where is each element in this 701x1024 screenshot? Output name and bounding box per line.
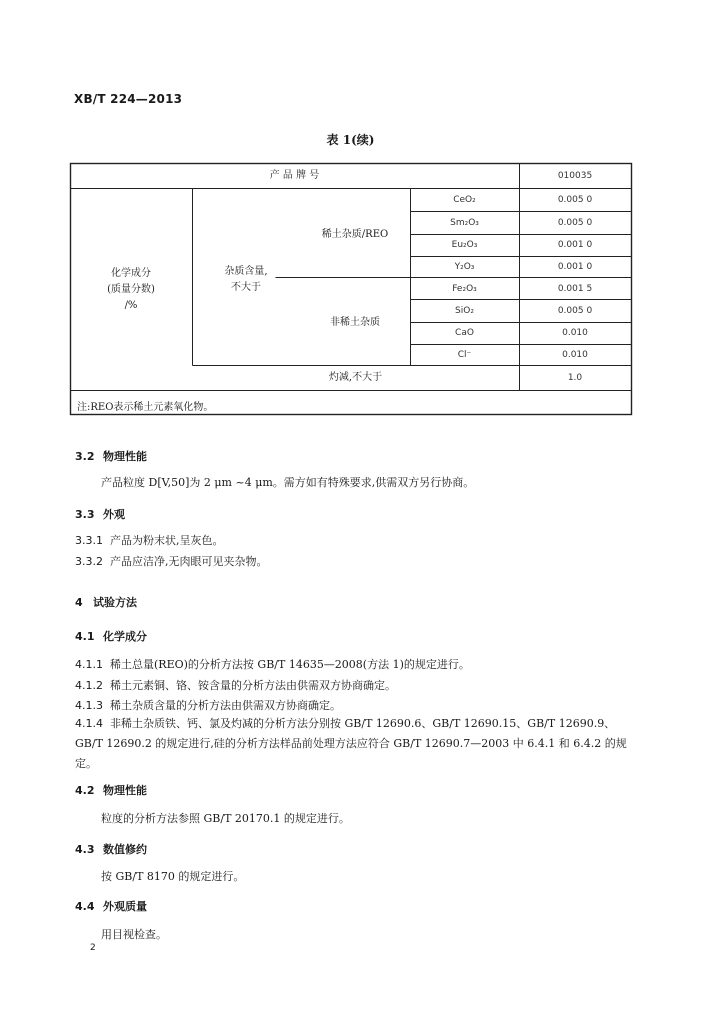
paragraph: 粒度的分析方法参照 GB/T 20170.1 的规定进行。 [101,812,350,825]
clause-text: 非稀土杂质铁、钙、氯及灼减的分析方法分别按 GB/T 12690.6、GB/T 12690.15、GB/T 12690.9、GB/T 12690.2 的规定进行,硅的分析方法样品前处理方法应符合 GB/T 12690.7—2003 中 6.4.1 和 6.4.2 的规定。 [75,717,627,770]
clause-number: 3.3.2 [75,555,103,568]
non-rare-earth-item-name: Fe₂O₃ [452,284,477,294]
non-rare-earth-item-name: Cl⁻ [457,350,472,360]
non-rare-earth-item-name: SiO₂ [455,306,474,316]
table-caption: 表 1(续) [326,133,375,147]
ignition-loss-label: 灼减,不大于 [328,372,383,383]
standard-code: XB/T 224—2013 [74,92,183,106]
section-title: 试验方法 [93,596,137,609]
non-rare-earth-item-name: CaO [455,328,474,338]
section-heading [75,448,147,464]
clause-number: 3.3.1 [75,534,103,547]
clause-number: 4.1.2 [75,679,103,692]
non-rare-earth-item-value: 0.001 5 [557,284,593,294]
clause-text: 稀土总量(REO)的分析方法按 GB/T 14635—2008(方法 1)的规定进行。 [110,658,470,671]
product-grade-label: 产 品 牌 号 [269,170,320,181]
section-title: 化学成分 [103,630,147,643]
clause-3-3-1 [75,532,224,548]
section-heading [75,628,147,644]
section-heading [75,506,125,522]
clause-4-1-4 [75,714,635,774]
section-title: 物理性能 [103,450,147,463]
clause-text: 稀土杂质含量的分析方法由供需双方协商确定。 [110,699,341,712]
rare-earth-item-name: Y₂O₃ [454,262,475,272]
section-title: 外观质量 [103,900,147,913]
section-number: 4 [75,596,83,609]
section-number: 3.2 [75,450,95,463]
clause-text: 产品应洁净,无肉眼可见夹杂物。 [110,555,268,568]
non-rare-earth-item-value: 0.010 [562,328,588,338]
section-title: 数值修约 [103,843,147,856]
section-number: 4.2 [75,784,95,797]
table-note: 注:REO表示稀土元素氧化物。 [77,402,214,413]
non-rare-earth-item-value: 0.005 0 [557,306,593,316]
clause-4-1-2 [75,677,396,693]
section-heading [75,782,147,798]
section-number: 4.3 [75,843,95,856]
clause-number: 4.1.4 [75,717,103,730]
rare-earth-item-value: 0.001 0 [557,240,593,250]
chemical-composition-label: 化学成分 (质量分数) /% [107,268,155,311]
section-heading [75,841,147,857]
section-number: 4.1 [75,630,95,643]
impurity-content-label: 杂质含量, 不大于 [224,266,268,293]
rare-earth-impurity-label: 稀土杂质/REO [321,229,389,240]
rare-earth-item-value: 0.005 0 [557,195,593,205]
rare-earth-item-name: Sm₂O₃ [450,218,479,228]
clause-text: 产品为粉末状,呈灰色。 [110,534,224,547]
clause-text: 稀土元素铜、铬、铵含量的分析方法由供需双方协商确定。 [110,679,396,692]
section-heading [75,898,147,914]
section-title: 物理性能 [103,784,147,797]
section-heading [75,594,137,610]
rare-earth-item-name: CeO₂ [453,195,476,205]
rare-earth-item-value: 0.005 0 [557,218,593,228]
rare-earth-item-name: Eu₂O₃ [451,240,478,250]
clause-number: 4.1.3 [75,699,103,712]
clause-3-3-2 [75,553,268,569]
section-number: 3.3 [75,508,95,521]
clause-4-1-1 [75,656,470,672]
non-rare-earth-item-value: 0.010 [562,350,588,360]
rare-earth-item-value: 0.001 0 [557,262,593,272]
ignition-loss-value: 1.0 [567,373,583,383]
paragraph: 产品粒度 D[V,50]为 2 μm ~4 μm。需方如有特殊要求,供需双方另行协商。 [101,476,475,489]
paragraph: 按 GB/T 8170 的规定进行。 [101,870,245,883]
page-number: 2 [90,943,96,953]
non-rare-earth-impurity-label: 非稀土杂质 [330,317,380,328]
product-code: 010035 [557,171,593,181]
clause-number: 4.1.1 [75,658,103,671]
clause-4-1-3 [75,697,341,713]
section-number: 4.4 [75,900,95,913]
paragraph: 用目视检查。 [101,928,167,941]
section-title: 外观 [103,508,125,521]
